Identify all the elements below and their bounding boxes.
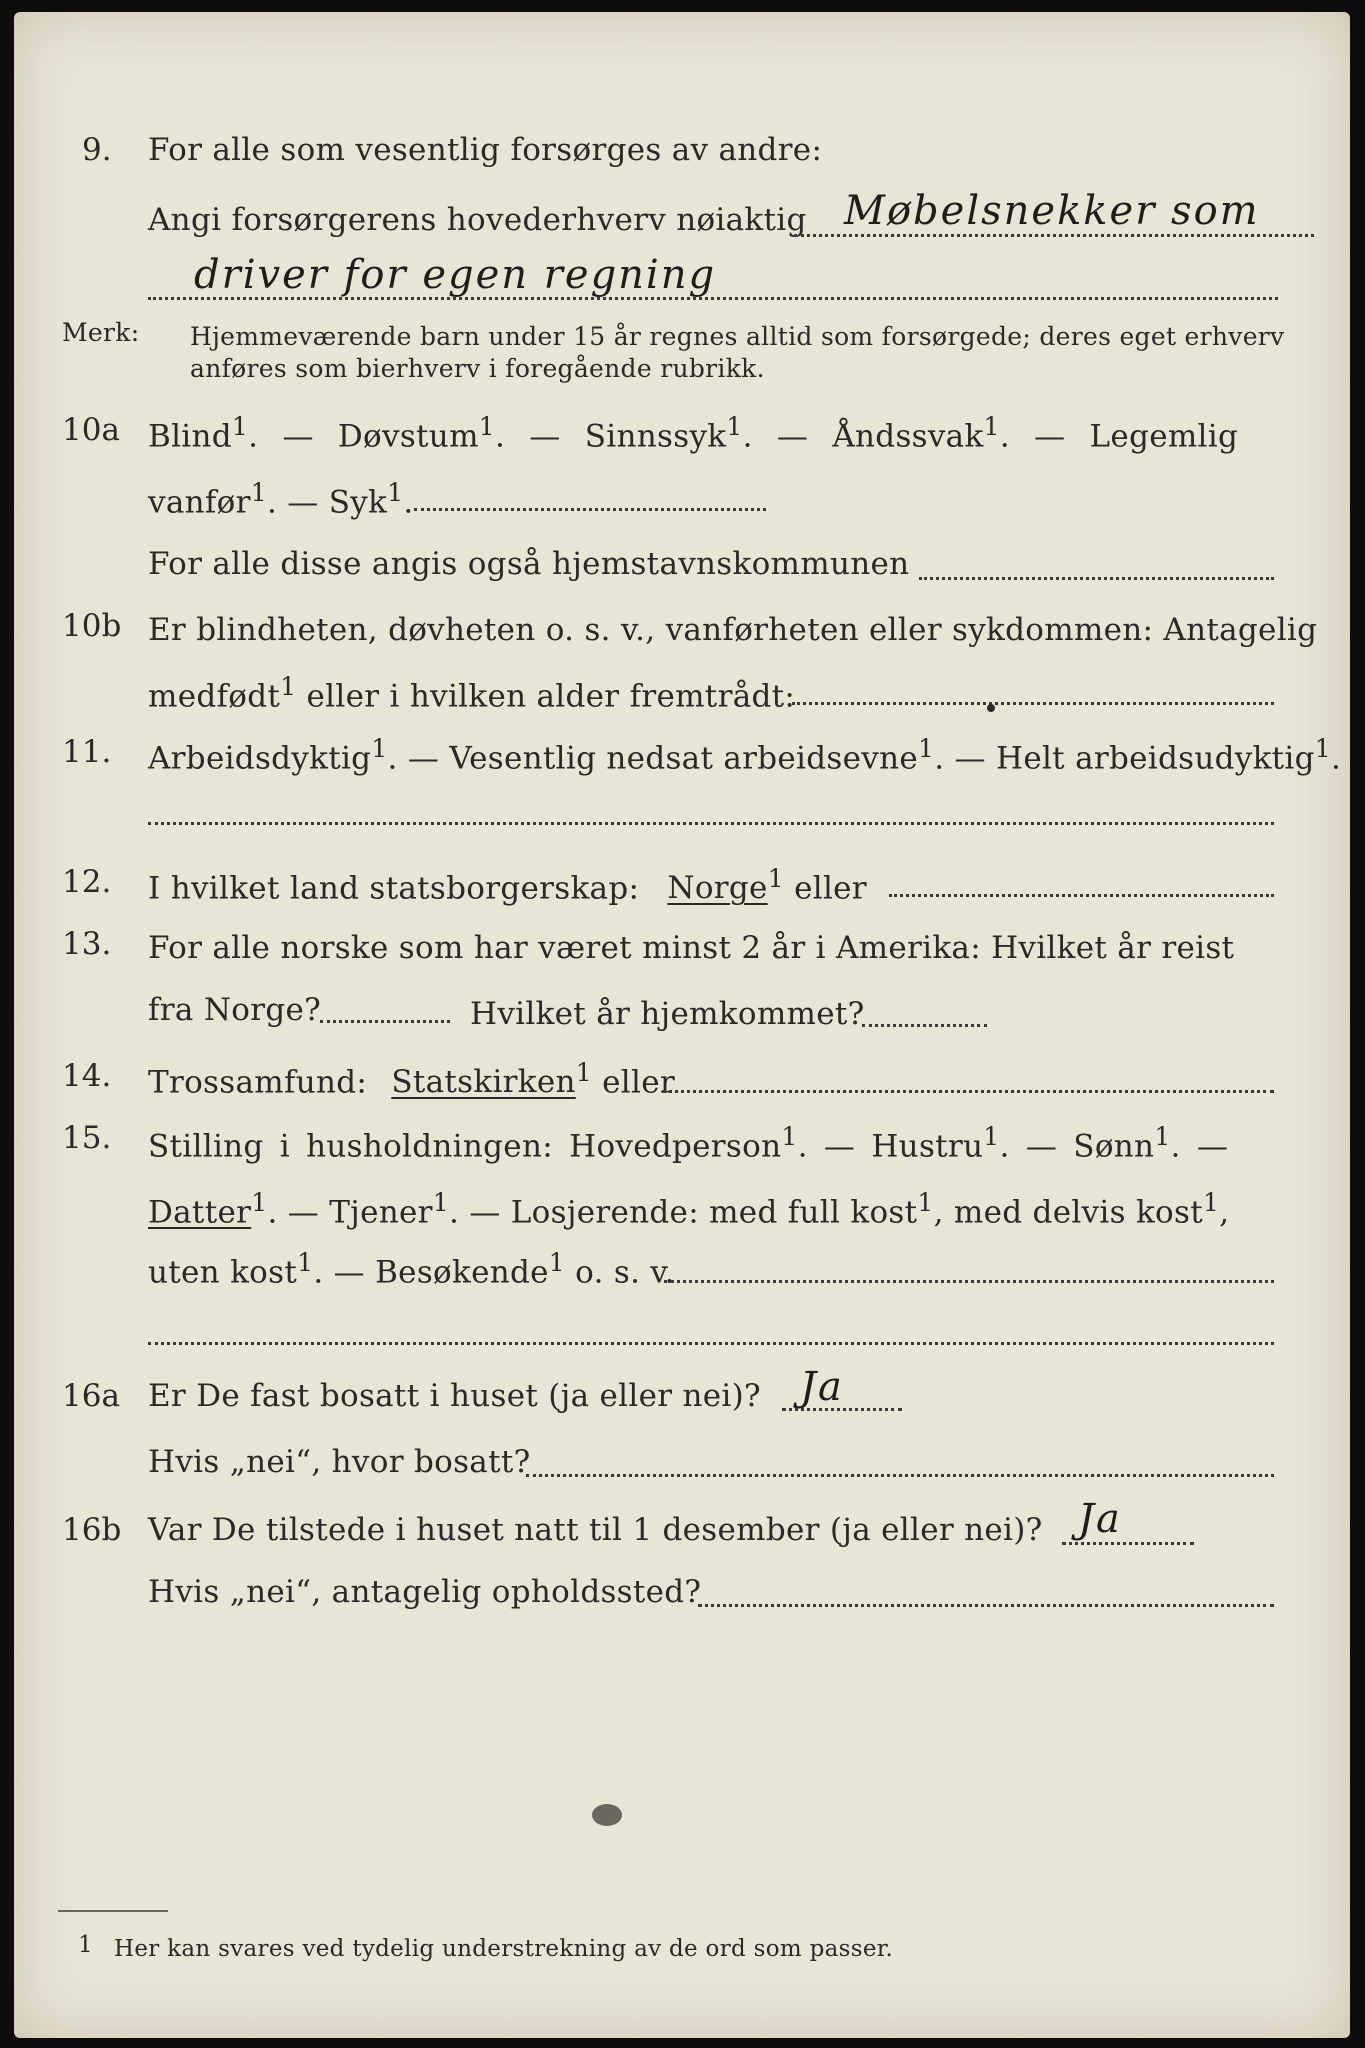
- footnote-mark: 1: [983, 1122, 1000, 1151]
- option-tjener[interactable]: — Tjener: [287, 1194, 433, 1231]
- q14-eller: eller: [602, 1064, 675, 1101]
- q15-number: 15.: [62, 1120, 112, 1156]
- q9-line2: Angi forsørgerens hovederhverv nøiaktig: [148, 202, 807, 238]
- option-sonn[interactable]: — Sønn: [1025, 1128, 1155, 1165]
- option-andssvak[interactable]: — Åndssvak: [776, 418, 984, 455]
- option-arbeidsdyktig[interactable]: Arbeidsdyktig: [148, 740, 372, 777]
- census-form-page: [14, 12, 1350, 2038]
- sep-dot: .: [266, 484, 278, 521]
- q13-line1: For alle norske som har været minst 2 år i Amerika: Hvilket år reist: [148, 930, 1235, 966]
- ink-dot: [987, 704, 995, 712]
- footnote-mark: 1: [1202, 1188, 1220, 1217]
- q12-label: I hvilket land statsborgerskap:: [148, 870, 640, 907]
- footnote-mark: 1: [371, 734, 388, 763]
- q11-answer-line[interactable]: [148, 822, 1274, 825]
- q16a-number: 16a: [62, 1378, 120, 1414]
- q10a-syk-line[interactable]: [414, 508, 766, 511]
- option-sinnssyk[interactable]: — Sinnssyk: [529, 418, 727, 455]
- option-nedsat[interactable]: — Vesentlig nedsat arbeidsevne: [407, 740, 918, 777]
- q16b-number: 16b: [62, 1512, 122, 1548]
- sep-dot: .: [1170, 1128, 1181, 1165]
- option-vanfor[interactable]: vanfør: [148, 484, 251, 521]
- q16b-answer-line[interactable]: [1062, 1542, 1194, 1545]
- option-dovstum[interactable]: — Døvstum: [282, 418, 479, 455]
- q13-line2b: Hvilket år hjemkommet?: [470, 996, 865, 1032]
- q10b-line2: [148, 672, 795, 714]
- q11-line: [148, 734, 1341, 776]
- q10a-hjemstavn-line[interactable]: [919, 577, 1274, 580]
- footnote-text: Her kan svares ved tydelig understrekning av de ord som passer.: [114, 1936, 894, 1962]
- sep-dot: .: [387, 740, 398, 777]
- footnote-mark: 1: [983, 412, 1000, 441]
- merk-line1: Hjemmeværende barn under 15 år regnes alltid som forsørgede; deres eget erhverv: [190, 322, 1285, 351]
- sep-dot: .: [313, 1254, 324, 1291]
- q10a-line2: [148, 478, 414, 520]
- footnote-rule: [58, 1910, 168, 1912]
- sep-dot: .: [934, 740, 945, 777]
- option-legemlig[interactable]: — Legemlig: [1034, 418, 1239, 455]
- sep-dot: .: [267, 1194, 278, 1231]
- footnote-mark: 1: [917, 1188, 934, 1217]
- footnote-mark: 1: [478, 412, 495, 441]
- footnote-mark: 1: [767, 864, 784, 893]
- footnote-mark: 1: [1154, 1122, 1171, 1151]
- option-blind[interactable]: Blind: [148, 418, 232, 455]
- sep-dash: —: [1196, 1128, 1229, 1165]
- q9-number: 9.: [82, 132, 112, 168]
- q12-eller: eller: [794, 870, 867, 907]
- q10a-line3: For alle disse angis også hjemstavnskommunen: [148, 546, 910, 582]
- sep-dot: .: [449, 1194, 460, 1231]
- footnote-mark: 1: [297, 1248, 314, 1277]
- option-full-kost[interactable]: — Losjerende: med full kost: [469, 1194, 918, 1231]
- q14-line: [148, 1058, 675, 1100]
- q15-line1: [148, 1122, 1228, 1164]
- q10a-number: 10a: [62, 412, 120, 448]
- q11-number: 11.: [62, 734, 112, 770]
- q9-line1: For alle som vesentlig forsørges av andre:: [148, 132, 823, 168]
- merk-label: Merk:: [62, 318, 140, 347]
- sep-dot: .: [248, 418, 259, 455]
- option-syk[interactable]: — Syk: [287, 484, 388, 521]
- q15-answer-line[interactable]: [664, 1280, 1274, 1283]
- option-hovedperson[interactable]: Stilling i husholdningen: Hovedperson: [148, 1128, 782, 1165]
- q13-number: 13.: [62, 926, 112, 962]
- q15-line3: [148, 1248, 675, 1290]
- q10b-answer-line[interactable]: [792, 702, 1274, 705]
- q16a-line1: Er De fast bosatt i huset (ja eller nei)?: [148, 1378, 761, 1414]
- q12-number: 12.: [62, 864, 112, 900]
- option-uten-kost[interactable]: uten kost: [148, 1254, 298, 1291]
- q15-answer-line2[interactable]: [148, 1342, 1274, 1345]
- option-udyktig[interactable]: — Helt arbeidsudyktig: [954, 740, 1315, 777]
- option-delvis-kost[interactable]: , med delvis kost: [933, 1194, 1203, 1231]
- sep-dot: .: [999, 1128, 1010, 1165]
- footnote-mark: 1: [548, 1248, 565, 1277]
- q16b-line1: Var De tilstede i huset natt til 1 desember (ja eller nei)?: [148, 1512, 1043, 1548]
- footnote-mark: 1: [280, 672, 297, 701]
- q9-handwritten-answer2: driver for egen regning: [194, 252, 717, 298]
- footnote-mark: 1: [781, 1122, 798, 1151]
- sep-dot: .: [742, 418, 753, 455]
- q13-reist-line[interactable]: [320, 1020, 450, 1023]
- footnote-mark: 1: [432, 1188, 449, 1217]
- q14-label: Trossamfund:: [148, 1064, 368, 1101]
- q10a-line1: [148, 412, 1238, 454]
- q10b-line1: Er blindheten, døvheten o. s. v., vanførheten eller sykdommen: Antagelig: [148, 612, 1318, 648]
- footnote-mark-label: 1: [78, 1932, 93, 1958]
- q12-line: [148, 864, 867, 906]
- footnote-mark: 1: [726, 412, 743, 441]
- ink-blot: [592, 1804, 622, 1826]
- footnote-mark: 1: [387, 478, 404, 507]
- q13-line2a: fra Norge?: [148, 992, 322, 1028]
- q10b-alder-label: eller i hvilken alder fremtrådt:: [306, 678, 796, 715]
- sep-dot: .: [797, 1128, 808, 1165]
- sep-dot: .: [494, 418, 506, 455]
- sep-comma: ,: [1219, 1194, 1230, 1231]
- footnote-mark: 1: [918, 734, 935, 763]
- option-medfodt[interactable]: medfødt: [148, 678, 281, 715]
- q14-number: 14.: [62, 1058, 112, 1094]
- q16b-line2: Hvis „nei“, antagelig opholdssted?: [148, 1574, 702, 1610]
- sep-dot: .: [1331, 740, 1342, 777]
- q16a-line2: Hvis „nei“, hvor bosatt?: [148, 1444, 531, 1480]
- footnote-mark: 1: [250, 478, 267, 507]
- q13-hjemkommet-line[interactable]: [862, 1024, 987, 1027]
- q15-osv: o. s. v.: [575, 1254, 675, 1291]
- footnote-mark: 1: [231, 412, 249, 441]
- option-besokende[interactable]: — Besøkende: [333, 1254, 549, 1291]
- q14-answer-line[interactable]: [662, 1090, 1274, 1093]
- footnote-mark: 1: [575, 1058, 592, 1087]
- q16b-handwritten-answer: Ja: [1078, 1496, 1122, 1542]
- merk-line2: anføres som bierhverv i foregående rubrikk.: [190, 354, 765, 383]
- q16a-bosatt-line[interactable]: [526, 1474, 1274, 1477]
- q9-handwritten-answer1: Møbelsnekker som: [844, 188, 1260, 234]
- option-norge[interactable]: Norge: [667, 870, 768, 907]
- footnote-mark: 1: [251, 1188, 268, 1217]
- q10b-number: 10b: [62, 608, 122, 644]
- option-statskirken[interactable]: Statskirken: [391, 1064, 576, 1101]
- footnote-mark: 1: [1314, 734, 1331, 763]
- q9-answer-line1[interactable]: [794, 234, 1314, 237]
- q15-line2: [148, 1188, 1229, 1230]
- sep-dot: .: [403, 484, 414, 521]
- q12-answer-line[interactable]: [889, 894, 1274, 897]
- option-datter[interactable]: Datter: [148, 1194, 252, 1231]
- sep-dot: .: [999, 418, 1010, 455]
- q16a-handwritten-answer: Ja: [800, 1364, 844, 1410]
- option-hustru[interactable]: — Hustru: [823, 1128, 984, 1165]
- q16b-opholdssted-line[interactable]: [698, 1604, 1274, 1607]
